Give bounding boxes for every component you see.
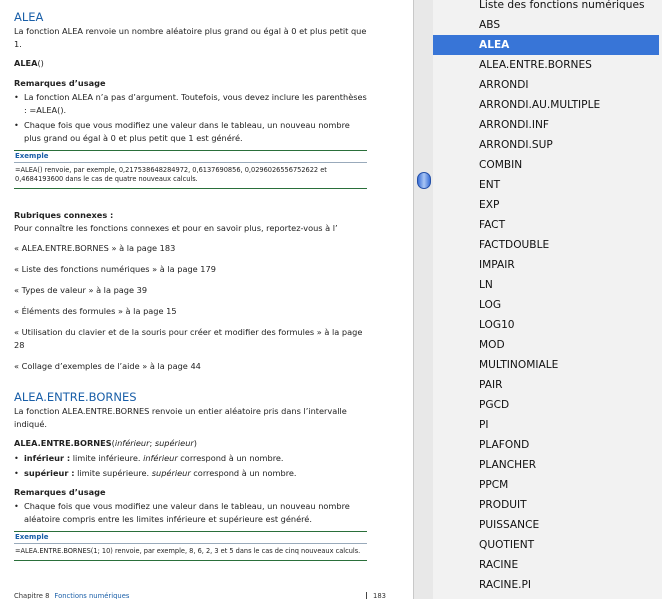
function-list-item[interactable]: LOG10	[479, 319, 515, 331]
function-list-item[interactable]: ARRONDI.INF	[479, 119, 550, 131]
function-list-item[interactable]: FACTDOUBLE	[479, 239, 550, 251]
function-list-item[interactable]: PLAFOND	[479, 439, 530, 451]
alea-entre-bornes-title: ALEA.ENTRE.BORNES	[14, 390, 137, 404]
function-list-item[interactable]: RACINE.PI	[479, 579, 532, 591]
aeb-syntax-arg2: supérieur	[154, 438, 194, 448]
alea-remark-item: • La fonction ALEA n’a pas d’argument. Toutefois, vous devez inclure les parenthèses : =ALEA().	[14, 91, 367, 116]
footer-page-number: 183	[366, 592, 386, 599]
function-list-item[interactable]: FACT	[479, 219, 506, 231]
footer-chapter	[14, 592, 129, 599]
alea-title: ALEA	[14, 10, 44, 24]
alea-example-box	[14, 150, 367, 189]
alea-remarks-title: Remarques d’usage	[14, 77, 106, 88]
function-list-item[interactable]: QUOTIENT	[479, 539, 535, 551]
related-link[interactable]: « Collage d’exemples de l’aide » à la page 44	[14, 360, 201, 371]
alea-remark-item: • Chaque fois que vous modifiez une valeur dans le tableau, un nouveau nombre plus grand ou égal à 0 et plus petit que 1 est généré.	[14, 119, 367, 144]
function-list-item[interactable]: ALEA.ENTRE.BORNES	[479, 59, 592, 71]
function-list-item[interactable]: PUISSANCE	[479, 519, 540, 531]
function-list-item[interactable]: PLANCHER	[479, 459, 537, 471]
function-list-item[interactable]: ABS	[479, 19, 501, 31]
alea-syntax-args: ()	[37, 58, 44, 68]
related-title: Rubriques connexes :	[14, 210, 114, 220]
alea-entre-bornes-description: La fonction ALEA.ENTRE.BORNES renvoie un entier aléatoire pris dans l’intervalle indiqué.	[14, 406, 347, 429]
function-list-panel	[433, 0, 662, 599]
section-related-topics	[14, 209, 367, 372]
function-list-item[interactable]: LN	[479, 279, 493, 291]
related-link[interactable]: « ALEA.ENTRE.BORNES » à la page 183	[14, 243, 176, 253]
related-link[interactable]: « Types de valeur » à la page 39	[14, 285, 148, 295]
aeb-syntax-sep: ;	[149, 438, 155, 448]
function-list-item[interactable]: ARRONDI	[479, 79, 529, 91]
related-intro: Pour connaître les fonctions connexes et pour en savoir plus, reportez-vous à l’	[14, 222, 338, 233]
function-list-item[interactable]: COMBIN	[479, 159, 523, 171]
alea-syntax	[14, 57, 367, 70]
footer-chapter-number: Chapitre 8	[14, 592, 50, 599]
alea-syntax-name: ALEA	[14, 58, 38, 68]
aeb-arg-name: supérieur :	[24, 468, 75, 478]
aeb-arg-text: correspond à un nombre.	[190, 468, 297, 478]
aeb-arg-name: inférieur :	[24, 452, 71, 463]
document-content	[14, 10, 367, 581]
aeb-arguments-list	[14, 452, 367, 480]
related-link[interactable]: « Utilisation du clavier et de la souris pour créer et modifier des formules » à la page 28	[14, 327, 363, 350]
aeb-argument-item	[14, 467, 367, 480]
function-list-item[interactable]: ARRONDI.AU.MULTIPLE	[479, 99, 601, 111]
aeb-syntax-open: (	[111, 438, 115, 448]
function-list-item[interactable]: PPCM	[479, 479, 509, 491]
aeb-syntax-close: )	[193, 438, 197, 448]
related-link[interactable]: « Éléments des formules » à la page 15	[14, 306, 177, 316]
function-list-item[interactable]: PI	[479, 419, 489, 431]
footer-chapter-title: Fonctions numériques	[54, 592, 130, 599]
page-footer	[14, 592, 386, 599]
function-list-item[interactable]: PGCD	[479, 399, 510, 411]
aeb-example-label: Exemple	[14, 532, 367, 544]
alea-example-text: =ALEA() renvoie, par exemple, 0,217538648284972, 0,6137690856, 0,0296026556752622 et 0,4684193600 dans le cas de quatre nouveaux calculs.	[15, 166, 327, 183]
alea-entre-bornes-syntax	[14, 437, 367, 450]
aeb-syntax-arg1: inférieur	[114, 438, 150, 448]
function-list-item[interactable]: PAIR	[479, 379, 503, 391]
function-list-item[interactable]: RACINE	[479, 559, 519, 571]
related-link[interactable]: « Liste des fonctions numériques » à la page 179	[14, 264, 216, 274]
alea-example-label: Exemple	[14, 151, 367, 163]
aeb-example-text: =ALEA.ENTRE.BORNES(1; 10) renvoie, par exemple, 8, 6, 2, 3 et 5 dans le cas de cinq nouveaux calculs.	[15, 547, 361, 555]
function-list-item[interactable]: PRODUIT	[479, 499, 527, 511]
aeb-arg-italic: inférieur	[143, 452, 178, 463]
aeb-arg-text: limite inférieure.	[70, 452, 144, 463]
function-list-item[interactable]: ARRONDI.SUP	[479, 139, 553, 151]
function-list-item[interactable]: ENT	[479, 179, 501, 191]
section-alea	[14, 10, 367, 189]
aeb-arg-text: limite supérieure.	[74, 468, 152, 478]
function-list-item[interactable]: MULTINOMIALE	[479, 359, 559, 371]
alea-remarks-list	[14, 91, 367, 144]
alea-description: La fonction ALEA renvoie un nombre aléatoire plus grand ou égal à 0 et plus petit que 1.	[14, 26, 367, 49]
aeb-example-box	[14, 531, 367, 561]
aeb-arg-italic: supérieur	[151, 468, 191, 478]
page-gutter	[413, 0, 433, 599]
function-list-item[interactable]: LOG	[479, 299, 502, 311]
aeb-remarks-list	[14, 500, 367, 525]
function-list-item[interactable]: ALEA	[433, 35, 659, 55]
aeb-argument-item	[14, 452, 367, 465]
aeb-arg-text: correspond à un nombre.	[177, 452, 284, 463]
function-list-header[interactable]: Liste des fonctions numériques	[479, 0, 645, 11]
function-list	[433, 0, 659, 595]
scroll-thumb[interactable]	[417, 172, 431, 189]
aeb-remark-item: • Chaque fois que vous modifiez une valeur dans le tableau, un nouveau nombre aléatoire compris entre les limites inférieure et supérieure est généré.	[14, 500, 367, 525]
aeb-syntax-name: ALEA.ENTRE.BORNES	[14, 438, 112, 448]
aeb-remarks-title: Remarques d’usage	[14, 486, 106, 497]
function-list-item[interactable]: EXP	[479, 199, 500, 211]
function-list-item[interactable]: IMPAIR	[479, 259, 515, 271]
related-links-list	[14, 242, 367, 372]
section-alea-entre-bornes	[14, 390, 367, 561]
function-list-item[interactable]: MOD	[479, 339, 505, 351]
